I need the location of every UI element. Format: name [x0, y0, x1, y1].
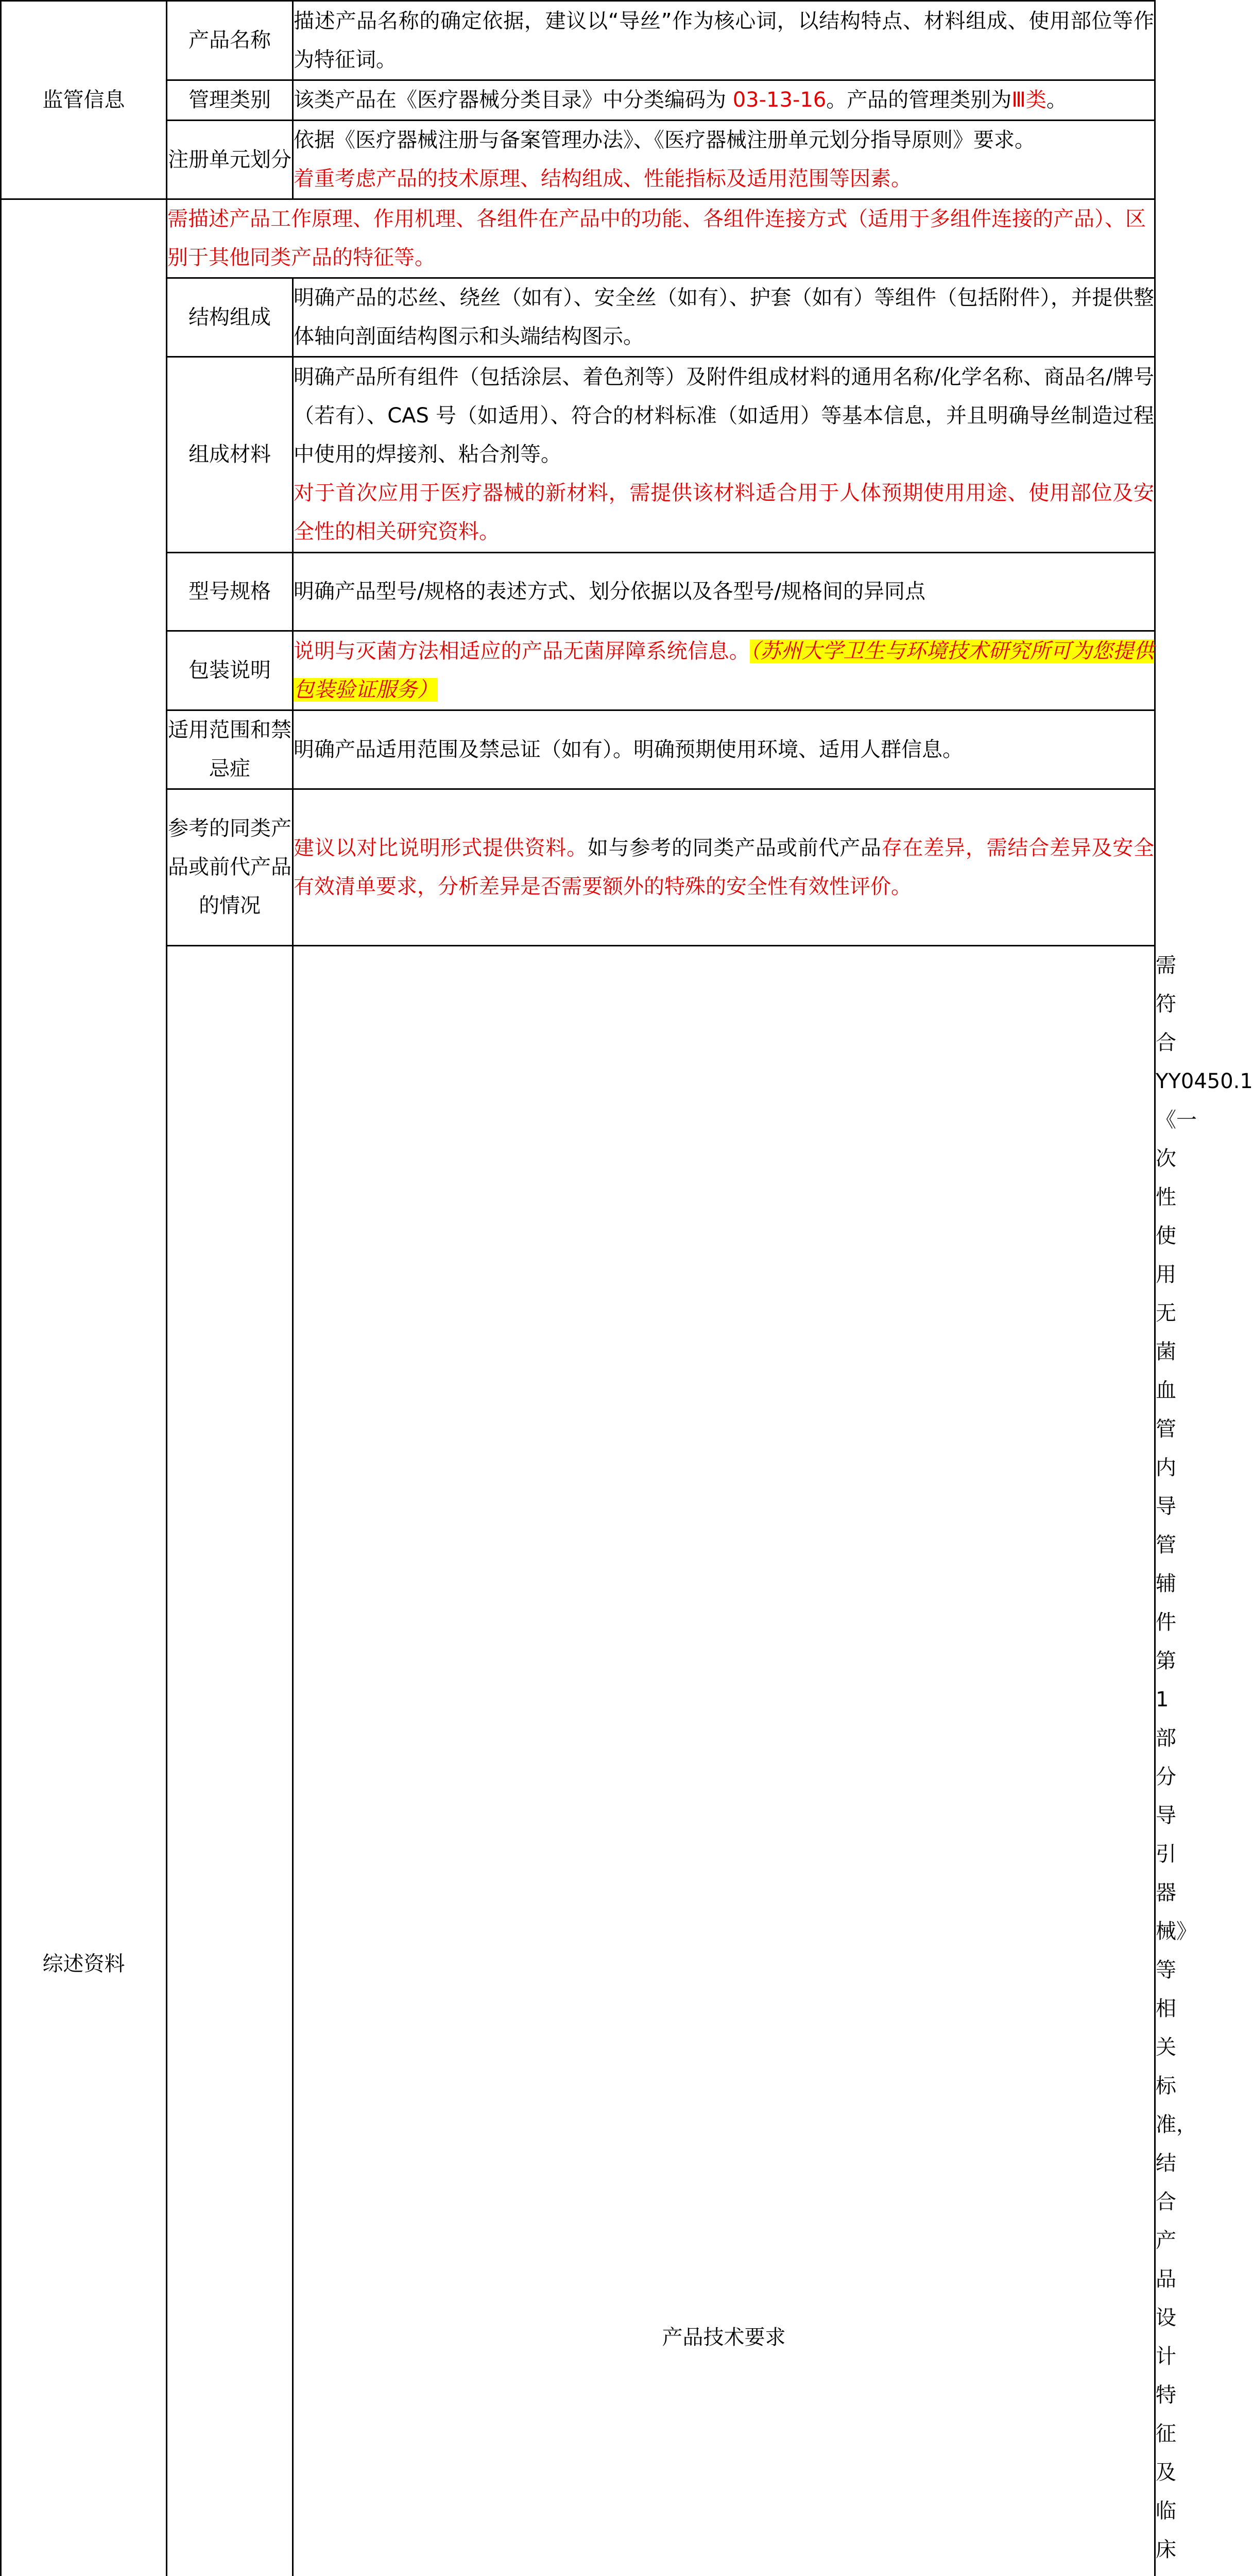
row-label-scope: 适用范围和禁忌症 [167, 710, 293, 789]
table-row [1, 80, 1155, 121]
materials-text: 明确产品所有组件（包括涂层、着色剂等）及附件组成材料的通用名称/化学名称、商品名/牌号（若有）、CAS 号（如适用）、符合的材料标准（如适用）等基本信息，并且明确导丝制造过程中使用的焊接剂、粘合剂等。 [294, 358, 1154, 474]
materials-new-material-note: 对于首次应用于医疗器械的新材料，需提供该材料适合用于人体预期使用用途、使用部位及安全性的相关研究资料。 [294, 474, 1154, 551]
summary-intro: 需描述产品工作原理、作用机理、各组件在产品中的功能、各组件连接方式（适用于多组件连接的产品）、区别于其他同类产品的特征等。 [167, 199, 1155, 278]
row-text-materials [293, 357, 1155, 553]
table-row [1, 631, 1155, 710]
packaging-service-highlight: （苏州大学卫生与环境技术研究所可为您提供包装验证服务） [294, 639, 1154, 702]
row-text-structure: 明确产品的芯丝、绕丝（如有）、安全丝（如有）、护套（如有）等组件（包括附件），并提供整体轴向剖面结构图示和头端结构图示。 [293, 278, 1155, 357]
row-text-packaging [293, 631, 1155, 710]
row-text-product-name: 描述产品名称的确定依据，建议以“导丝”作为核心词，以结构特点、材料组成、使用部位等作为特征词。 [293, 1, 1155, 80]
table-row: 产品技术要求 需符合 YY0450.1《一次性使用无菌血管内导管辅件 第 1 部分 导引器械》等相关标准，结合产品设计特征及临床 [1, 946, 1155, 2576]
table-row [1, 121, 1155, 199]
registration-unit-factors: 着重考虑产品的技术原理、结构组成、性能指标及适用范围等因素。 [294, 160, 1154, 198]
row-label-reference: 参考的同类产品或前代产品的情况 [167, 789, 293, 946]
row-label-packaging: 包装说明 [167, 631, 293, 710]
row-label-management-class: 管理类别 [167, 80, 293, 121]
class-text-pre: 该类产品在《医疗器械分类目录》中分类编码为 [294, 88, 733, 112]
table-row [1, 710, 1155, 789]
row-label-materials: 组成材料 [167, 357, 293, 553]
row-label-structure: 结构组成 [167, 278, 293, 357]
row-label-product-name: 产品名称 [167, 1, 293, 80]
section-label-summary: 综述资料 [1, 199, 167, 2576]
management-class-value: Ⅲ类 [1011, 88, 1046, 112]
row-text-management-class [293, 80, 1155, 121]
row-text-scope: 明确产品适用范围及禁忌证（如有）。明确预期使用环境、适用人群信息。 [293, 710, 1155, 789]
packaging-text: 说明与灭菌方法相适应的产品无菌屏障系统信息。 [294, 639, 750, 663]
classification-code: 03-13-16 [733, 88, 827, 112]
table-row [1, 278, 1155, 357]
class-text-mid: 。产品的管理类别为 [826, 88, 1011, 112]
row-text-registration-unit [293, 121, 1155, 199]
table-row [1, 357, 1155, 553]
row-label-registration-unit: 注册单元划分 [167, 121, 293, 199]
table-row [1, 199, 1155, 278]
row-text-reference [293, 789, 1155, 946]
section-label-nonclinical [167, 946, 293, 2576]
reference-text-3: 存在差异，需结合差异及安全有效清单要求，分析差异是否需要额外的特殊的安全性有效性评价。 [294, 836, 1154, 899]
row-text-models: 明确产品型号/规格的表述方式、划分依据以及各型号/规格间的异同点 [293, 553, 1155, 631]
table-row [1, 553, 1155, 631]
reference-text-1: 建议以对比说明形式提供资料。 [294, 836, 588, 860]
row-label-models: 型号规格 [167, 553, 293, 631]
table-row [1, 789, 1155, 946]
registration-unit-basis: 依据《医疗器械注册与备案管理办法》、《医疗器械注册单元划分指导原则》要求。 [294, 121, 1154, 160]
row-label-tech-requirements: 产品技术要求 [293, 946, 1155, 2576]
reference-text-2: 如与参考的同类产品或前代产品 [588, 836, 882, 860]
table-row [1, 1, 1155, 80]
section-label-regulatory: 监管信息 [1, 1, 167, 199]
class-text-post: 。 [1046, 88, 1067, 112]
